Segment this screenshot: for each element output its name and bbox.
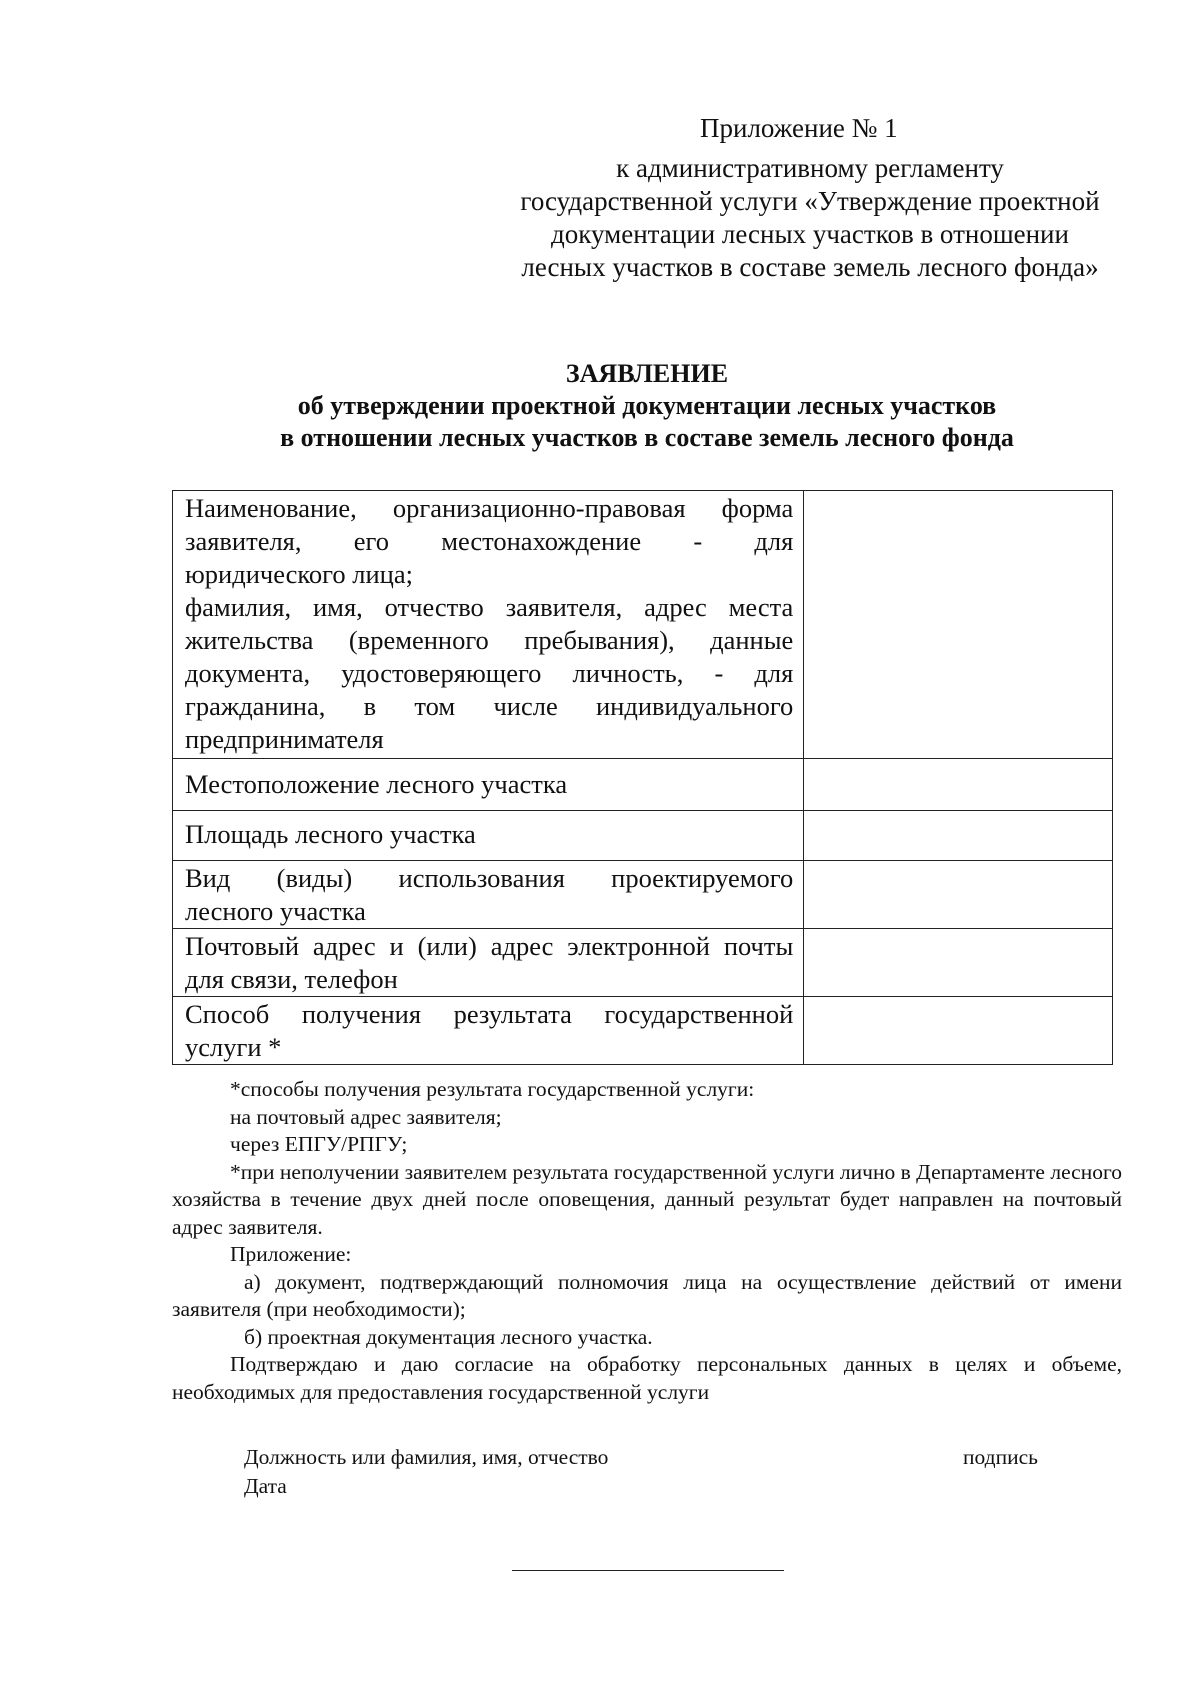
table-row: [173, 861, 1113, 929]
result-method-field[interactable]: [804, 997, 1113, 1065]
note-paragraph: а) документ, подтверждающий полномочия лица на осуществление действий от имени заявителя (при необходимости);: [172, 1269, 1122, 1321]
label-line: гражданина, в том числе индивидуального: [185, 691, 794, 721]
table-row: [173, 929, 1113, 997]
usage-type-field[interactable]: [804, 861, 1113, 929]
label-line: фамилия, имя, отчество заявителя, адрес места: [185, 592, 794, 622]
note-line: Приложение:: [230, 1242, 352, 1266]
signature-date-label: Дата: [244, 1474, 287, 1498]
applicant-details-field[interactable]: [804, 491, 1113, 759]
area-field[interactable]: [804, 811, 1113, 861]
table-row: [173, 759, 1113, 811]
label-line: Почтовый адрес и (или) адрес электронной почты: [185, 931, 794, 961]
note-line: на почтовый адрес заявителя;: [230, 1104, 502, 1129]
label-line: Вид (виды) использования проектируемого: [185, 863, 794, 893]
contact-label: [173, 929, 804, 997]
usage-type-label: [173, 861, 804, 929]
appendix-line: государственной услуги «Утверждение проектной: [520, 186, 1100, 216]
appendix-line: лесных участков в составе земель лесного фонда»: [521, 252, 1099, 282]
appendix-line: к административному регламенту: [616, 153, 1004, 183]
application-form-table: [172, 490, 1113, 1065]
signature-sign-label: подпись: [963, 1445, 1038, 1469]
label-line: жительства (временного пребывания), данные: [185, 625, 794, 655]
label-line: Местоположение лесного участка: [185, 769, 568, 799]
location-label: [173, 759, 804, 811]
note-line: через ЕПГУ/РПГУ;: [230, 1132, 408, 1156]
note-line: *способы получения результата государственной услуги:: [230, 1077, 755, 1101]
note-line: б) проектная документация лесного участка.: [244, 1324, 653, 1349]
applicant-details-label: [173, 491, 804, 759]
label-line: лесного участка: [185, 896, 366, 926]
label-line: услуги *: [185, 1032, 282, 1062]
label-line: Площадь лесного участка: [185, 819, 476, 849]
appendix-line: документации лесных участков в отношении: [551, 219, 1069, 249]
document-title: [172, 358, 1122, 454]
label-line: документа, удостоверяющего личность, - для: [185, 658, 794, 688]
label-line: Наименование, организационно-правовая форма: [185, 493, 794, 523]
label-line: заявителя, его местонахождение - для: [185, 526, 794, 556]
signature-line: [512, 1570, 784, 1571]
table-row: [173, 811, 1113, 861]
table-row: [173, 491, 1113, 759]
result-method-label: [173, 997, 804, 1065]
label-line: Способ получения результата государственной: [185, 999, 794, 1029]
consent-paragraph: Подтверждаю и даю согласие на обработку персональных данных в целях и объеме, необходимых для предоставления государственной услуги: [172, 1352, 1122, 1404]
title-subtitle-1: об утверждении проектной документации лесных участков: [297, 391, 997, 420]
appendix-reference: [500, 152, 1120, 284]
appendix-number: Приложение № 1: [700, 113, 898, 143]
label-line: юридического лица;: [185, 559, 413, 589]
note-paragraph: *при неполучении заявителем результата государственной услуги лично в Департаменте лесного хозяйства в течение двух дней после оповещения, данный результат будет направлен на почтовый адрес заявителя.: [172, 1159, 1122, 1239]
location-field[interactable]: [804, 759, 1113, 811]
title-subtitle-2: в отношении лесных участков в составе земель лесного фонда: [280, 423, 1014, 452]
signature-name-label: Должность или фамилия, имя, отчество: [244, 1445, 609, 1469]
label-line: предпринимателя: [185, 724, 384, 754]
table-row: [173, 997, 1113, 1065]
area-label: [173, 811, 804, 861]
title-main: ЗАЯВЛЕНИЕ: [565, 359, 729, 388]
notes-section: [172, 1076, 1122, 1406]
label-line: для связи, телефон: [185, 964, 398, 994]
contact-field[interactable]: [804, 929, 1113, 997]
